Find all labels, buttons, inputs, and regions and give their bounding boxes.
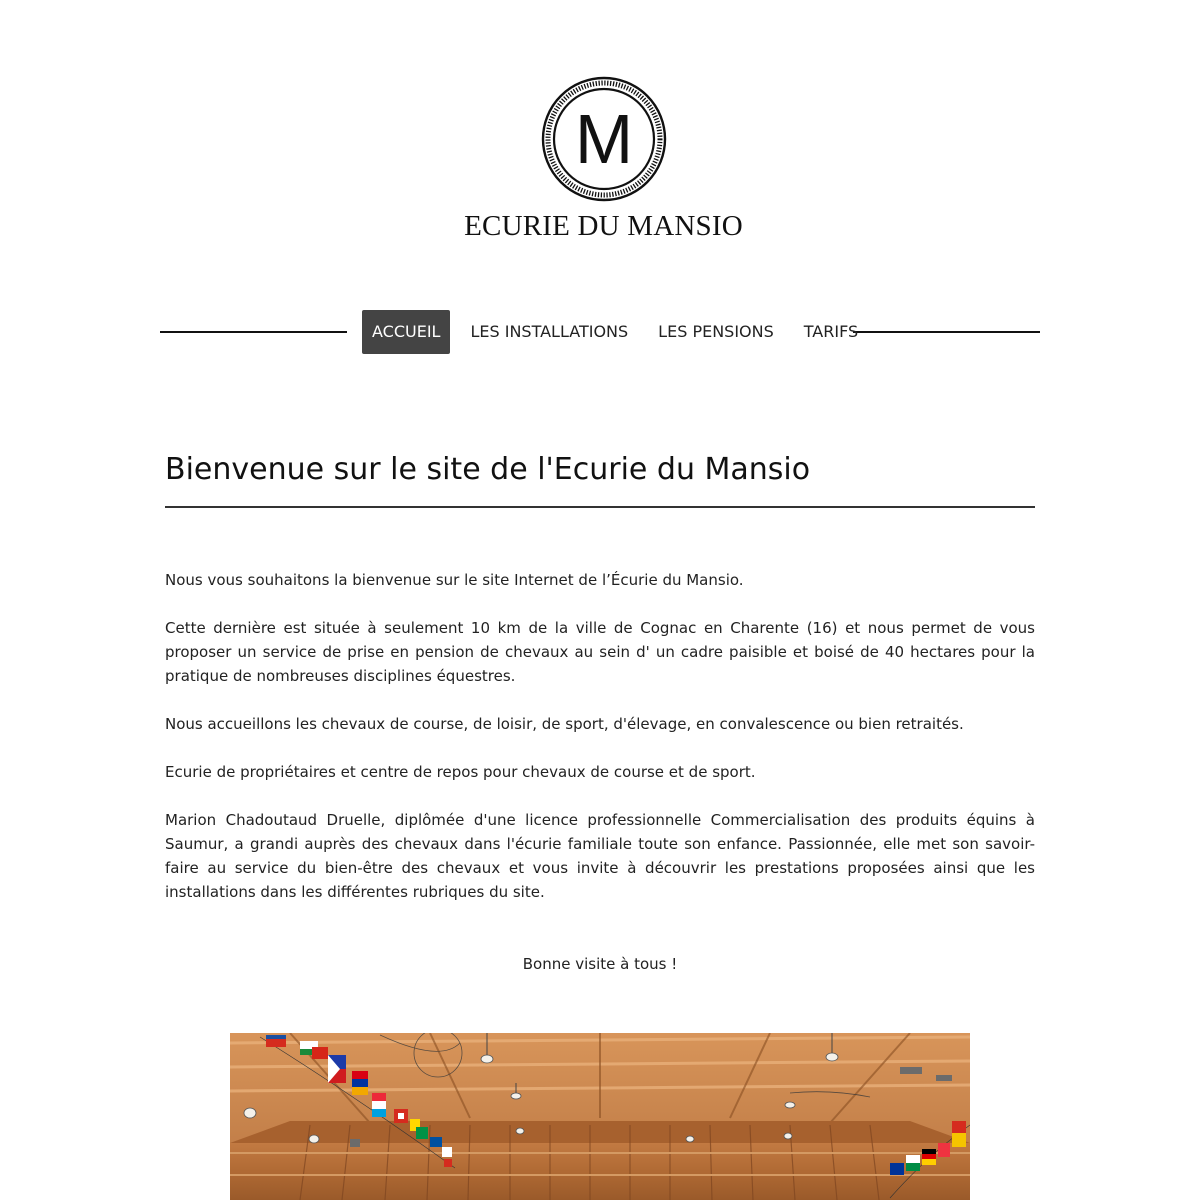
logo-emblem <box>539 76 669 202</box>
logo-name: ECURIE DU MANSIO <box>464 210 743 242</box>
paragraph: Marion Chadoutaud Druelle, diplômée d'une licence professionnelle Commercialisation des produits équins à Saumur, a grandi auprès des chevaux dans l'écurie familiale toute son enfance. Passionnée, elle met son savoir-faire au service du bien-être des chevaux et vous invite à découvrir les prestations proposées ainsi que les installations dans les différentes rubriques du site. <box>165 811 1035 901</box>
paragraph: Ecurie de propriétaires et centre de repos pour chevaux de course et de sport. <box>165 763 756 781</box>
closing-text: Bonne visite à tous ! <box>522 955 678 973</box>
paragraph: Cette dernière est située à seulement 10 km de la ville de Cognac en Charente (16) et nous permet de vous proposer un service de prise en pension de chevaux au sein d' un cadre paisible et boisé de 40 hectares pour la pratique de nombreuses disciplines équestres. <box>165 619 1035 685</box>
nav-item-accueil[interactable]: ACCUEIL <box>362 310 450 354</box>
nav-divider-left <box>160 331 347 333</box>
site-logo[interactable] <box>0 76 1200 246</box>
main-nav <box>362 310 878 354</box>
main-content <box>165 448 1035 1000</box>
nav-divider-right <box>853 331 1040 333</box>
nav-item-tarifs[interactable]: TARIFS <box>803 322 859 341</box>
intro-text <box>165 568 1035 976</box>
title-divider <box>165 506 1035 508</box>
page-title: Bienvenue sur le site de l'Ecurie du Mansio <box>165 452 811 487</box>
paragraph: Nous vous souhaitons la bienvenue sur le site Internet de l’Écurie du Mansio. <box>165 571 744 589</box>
paragraph: Nous accueillons les chevaux de course, de loisir, de sport, d'élevage, en convalescence ou bien retraités. <box>165 715 964 733</box>
logo-letter: M <box>574 100 634 178</box>
nav-item-les-installations[interactable]: LES INSTALLATIONS <box>470 322 629 341</box>
arena-photo-illustration <box>230 1033 970 1200</box>
arena-photo <box>230 1033 970 1200</box>
nav-item-les-pensions[interactable]: LES PENSIONS <box>658 322 774 341</box>
